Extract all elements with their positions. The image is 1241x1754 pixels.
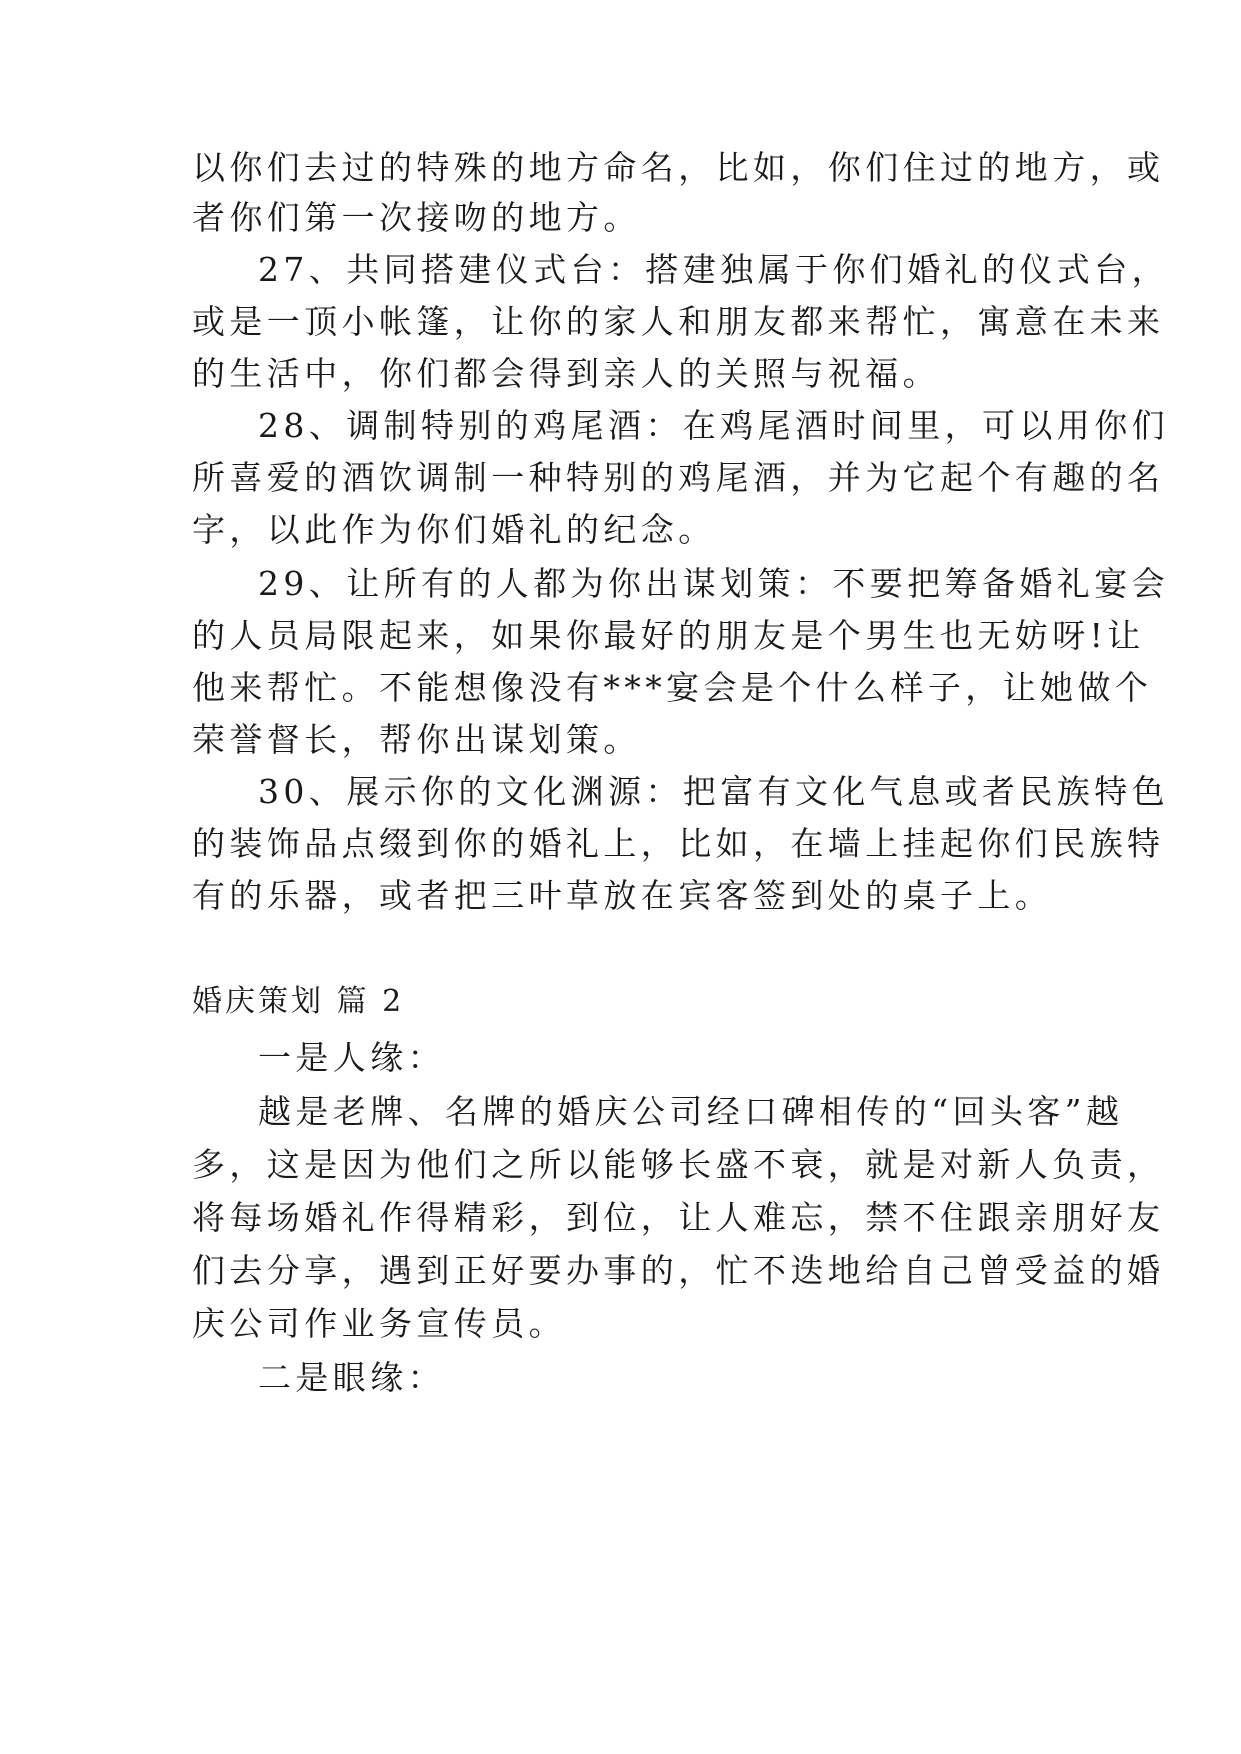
paragraph-line: 庆公司作业务宣传员。: [192, 1304, 566, 1343]
paragraph-line: 他来帮忙。不能想像没有***宴会是个什么样子，让她做个: [192, 668, 1153, 707]
paragraph-line: 字，以此作为你们婚礼的纪念。: [192, 510, 716, 549]
paragraph-line: 者你们第一次接吻的地方。: [192, 198, 641, 237]
paragraph-line: 或是一顶小帐篷，让你的家人和朋友都来帮忙，寓意在未来: [192, 302, 1165, 341]
paragraph-line: 所喜爱的酒饮调制一种特别的鸡尾酒，并为它起个有趣的名: [192, 458, 1165, 497]
paragraph-line: 有的乐器，或者把三叶草放在宾客签到处的桌子上。: [192, 876, 1053, 915]
paragraph-line: 越是老牌、名牌的婚庆公司经口碑相传的“回头客”越: [258, 1092, 1124, 1131]
paragraph-line: 二是眼缘：: [258, 1358, 445, 1397]
paragraph-line: 将每场婚礼作得精彩，到位，让人难忘，禁不住跟亲朋好友: [192, 1198, 1165, 1237]
paragraph-line: 的装饰品点缀到你的婚礼上，比如，在墙上挂起你们民族特: [192, 824, 1165, 863]
paragraph-line-item-30: 30、展示你的文化渊源：把富有文化气息或者民族特色: [258, 772, 1169, 811]
paragraph-line-item-28: 28、调制特别的鸡尾酒：在鸡尾酒时间里，可以用你们: [258, 406, 1169, 445]
paragraph-line-item-29: 29、让所有的人都为你出谋划策：不要把筹备婚礼宴会: [258, 564, 1169, 603]
paragraph-line: 的生活中，你们都会得到亲人的关照与祝福。: [192, 354, 940, 393]
paragraph-line-item-27: 27、共同搭建仪式台：搭建独属于你们婚礼的仪式台，: [258, 250, 1169, 289]
paragraph-line: 多，这是因为他们之所以能够长盛不衰，就是对新人负责，: [192, 1145, 1165, 1184]
section-heading: 婚庆策划 篇 2: [192, 984, 405, 1019]
paragraph-line: 一是人缘：: [258, 1038, 445, 1077]
paragraph-line: 们去分享，遇到正好要办事的，忙不迭地给自己曾受益的婚: [192, 1251, 1165, 1290]
paragraph-line: 荣誉督长，帮你出谋划策。: [192, 720, 641, 759]
paragraph-line: 的人员局限起来，如果你最好的朋友是个男生也无妨呀!让: [192, 616, 1145, 655]
paragraph-line: 以你们去过的特殊的地方命名，比如，你们住过的地方，或: [192, 148, 1165, 187]
